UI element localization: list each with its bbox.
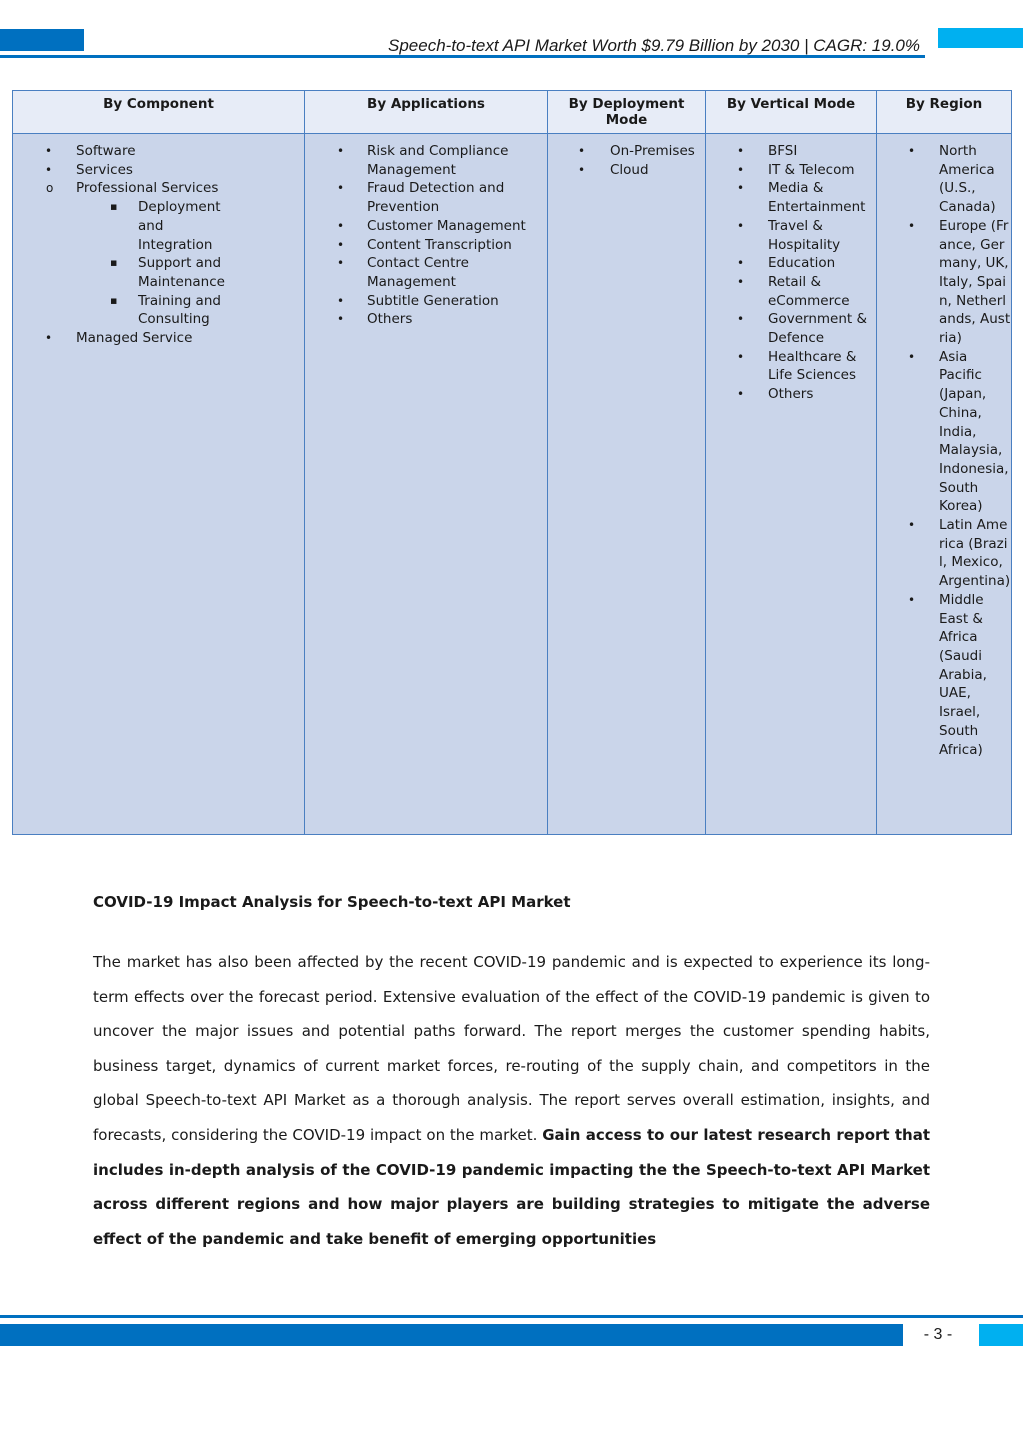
- applications-cell: [305, 134, 548, 835]
- component-list: [13, 142, 304, 348]
- list-item: • Asia Pacific (Japan, China, India, Malaysia, Indonesia, South Korea): [877, 348, 1011, 516]
- list-item: • Healthcare & Life Sciences: [706, 348, 876, 385]
- list-item: • Software: [13, 142, 304, 161]
- table-body-row: [13, 134, 1012, 835]
- list-item: • On-Premises: [548, 142, 705, 161]
- list-item: • North America (U.S., Canada): [877, 142, 1011, 217]
- deployment-list: [548, 142, 705, 179]
- list-item: • Education: [706, 254, 876, 273]
- list-item: [13, 161, 304, 329]
- paragraph-bold-text: Gain access to our latest research report that includes in-depth analysis of the COVID-19 pandemic impacting the the Speech-to-text API Market across different regions and how major players are building strategies to mitigate the adverse effect of the pandemic and take benefit of emerging opportunities: [93, 1125, 930, 1248]
- header-rule: [0, 55, 925, 58]
- header-by-deployment-mode: By Deployment Mode: [548, 91, 706, 134]
- list-item: ▪ Support and Maintenance: [14, 254, 237, 291]
- list-item: ▪ Training and Consulting: [14, 292, 237, 329]
- table-header-row: [13, 91, 1012, 134]
- paragraph-text: The market has also been affected by the recent COVID-19 pandemic and is expected to experience its long-term effects over the forecast period. Extensive evaluation of the effect of the COVID-19 pandemic is given to uncover the major issues and potential paths forward. The report merges the customer spending habits, business target, dynamics of current market forces, re-routing of the supply chain, and competitors in the global Speech-to-text API Market as a thorough analysis. The report serves overall estimation, insights, and forecasts, considering the COVID-19 impact on the market.: [93, 953, 930, 1144]
- vertical-list: [706, 142, 876, 404]
- footer-rule: [0, 1315, 1023, 1318]
- list-item: • Cloud: [548, 161, 705, 180]
- list-item: • Middle East & Africa (Saudi Arabia, UAE, Israel, South Africa): [877, 591, 1011, 759]
- list-item: • Others: [706, 385, 876, 404]
- list-item-label: Professional Services: [76, 180, 219, 197]
- list-item: • Latin America (Brazil, Mexico, Argentina): [877, 516, 1011, 591]
- list-item: • Fraud Detection and Prevention: [305, 179, 547, 216]
- section-paragraph: [93, 945, 930, 1256]
- deployment-cell: [548, 134, 706, 835]
- applications-list: [305, 142, 547, 329]
- list-item: • Travel & Hospitality: [706, 217, 876, 254]
- list-item: • Media & Entertainment: [706, 179, 876, 216]
- list-item: • Managed Service: [13, 329, 304, 348]
- header-by-component: By Component: [13, 91, 305, 134]
- list-item: • Risk and Compliance Management: [305, 142, 547, 179]
- page-number: - 3 -: [923, 1326, 953, 1343]
- header-accent-left: [0, 29, 84, 51]
- list-item: • IT & Telecom: [706, 161, 876, 180]
- professional-services-sublist: [76, 198, 304, 329]
- list-item: • Customer Management: [305, 217, 547, 236]
- list-item: • Contact Centre Management: [305, 254, 547, 291]
- header-title: Speech-to-text API Market Worth $9.79 Billion by 2030 | CAGR: 19.0%: [388, 36, 920, 55]
- header-by-applications: By Applications: [305, 91, 548, 134]
- list-item: • Content Transcription: [305, 236, 547, 255]
- footer-accent-right: [979, 1324, 1023, 1346]
- list-item: • Subtitle Generation: [305, 292, 547, 311]
- list-item: • Europe (France, Germany, UK, Italy, Spain, Netherlands, Austria): [877, 217, 1011, 348]
- list-item: • Government & Defence: [706, 310, 876, 347]
- header-by-vertical-mode: By Vertical Mode: [706, 91, 877, 134]
- header-accent-right: [938, 28, 1023, 48]
- vertical-cell: [706, 134, 877, 835]
- component-cell: [13, 134, 305, 835]
- services-sublist: [76, 179, 304, 329]
- list-item: • Others: [305, 310, 547, 329]
- header-by-region: By Region: [877, 91, 1012, 134]
- section-title: COVID-19 Impact Analysis for Speech-to-text API Market: [93, 893, 571, 911]
- list-item: ▪ Deployment and Integration: [14, 198, 222, 254]
- list-item: [14, 179, 304, 329]
- footer-bar: [0, 1324, 903, 1346]
- region-cell: [877, 134, 1012, 835]
- list-item-label: Services: [76, 161, 133, 178]
- segmentation-table: [12, 90, 1012, 835]
- list-item: • BFSI: [706, 142, 876, 161]
- region-list: [877, 142, 1011, 759]
- list-item: • Retail & eCommerce: [706, 273, 876, 310]
